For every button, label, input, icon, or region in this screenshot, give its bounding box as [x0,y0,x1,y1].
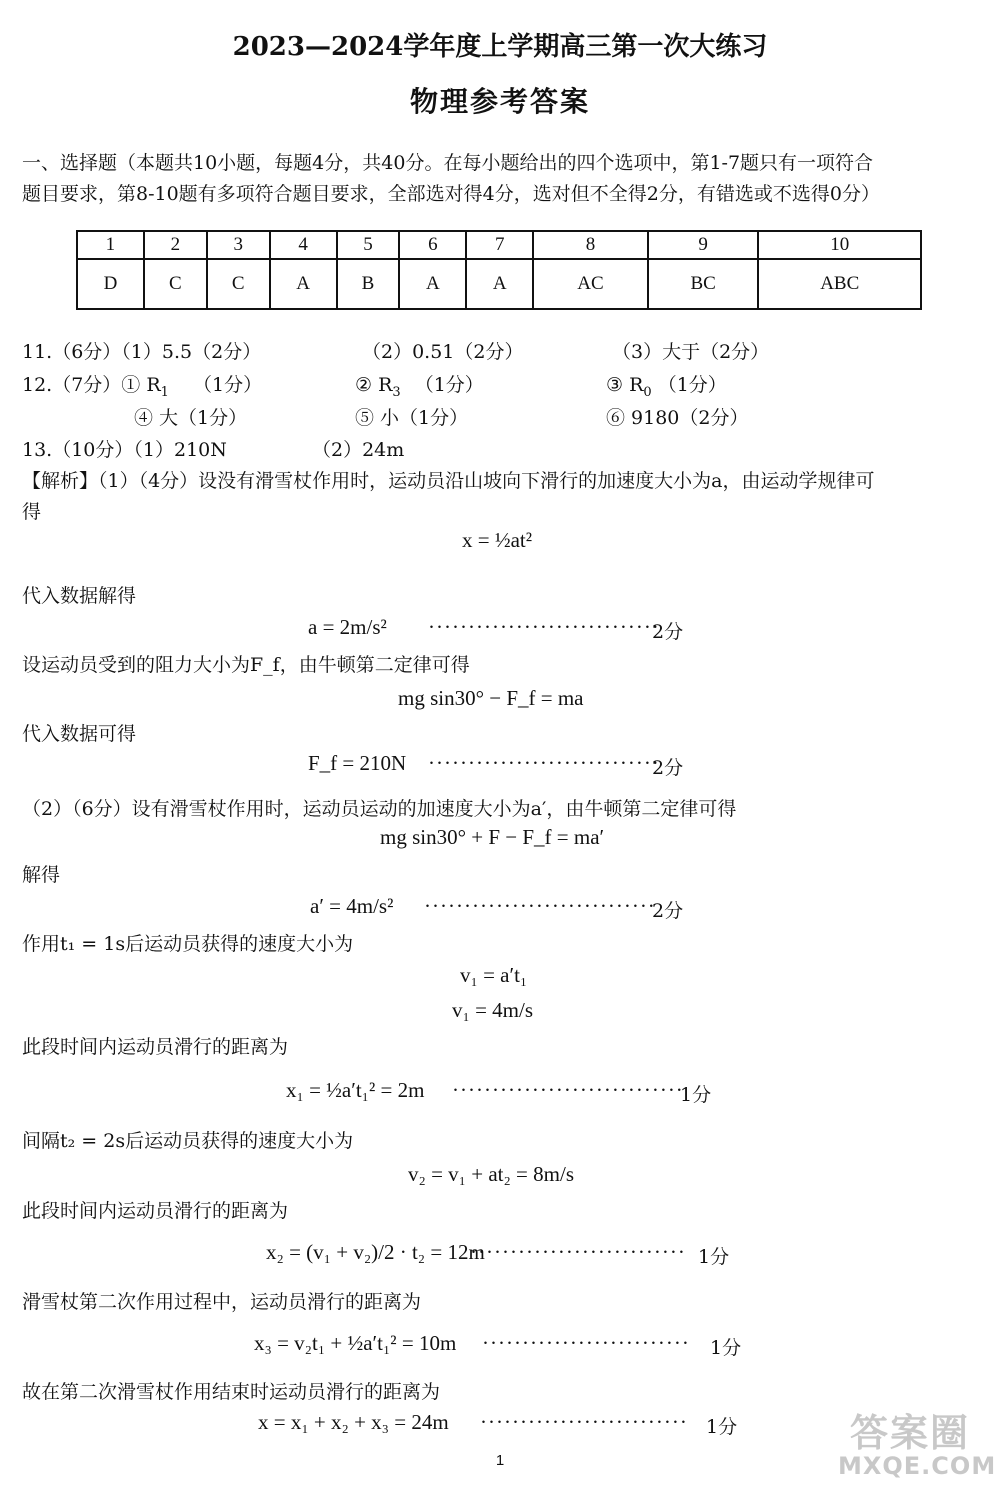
part2-line: （2）（6分）设有滑雪杖作用时，运动员运动的加速度大小为a′，由牛顿第二定律可得 [22,798,737,820]
equation-v2: v₂ = v₁ + at₂ = 8m/s [408,1162,574,1186]
q12-item3-label: ③ R [606,374,644,396]
text-solve: 解得 [22,864,61,886]
table-cell: 4 [270,231,337,259]
dot-leader: ····························· [424,894,656,918]
watermark-line2: MXQE.COM [838,1452,997,1480]
table-cell: 6 [399,231,466,259]
document-subtitle: 物理参考答案 [409,85,590,118]
text-second-action: 滑雪杖第二次作用过程中，运动员滑行的距离为 [22,1291,422,1313]
table-cell: BC [648,259,759,309]
equation-x3: x₃ = v₂t₁ + ½a′t₁² = 10m [254,1331,457,1355]
score-2pts: 2分 [652,621,684,643]
score-2pts: 2分 [652,757,684,779]
equation-x1: x₁ = ½a′t₁² = 2m [286,1078,425,1102]
q12-item5: ⑤ 小（1分） [355,407,469,429]
dot-leader: ·························· [482,1331,690,1355]
q12-item1-subscript: 1 [160,384,169,400]
dot-leader: ····························· [428,751,660,775]
document-title: 2023—2024学年度上学期高三第一次大练习 [232,32,768,62]
table-cell: 9 [648,231,759,259]
dot-leader: ··························· [470,1240,686,1264]
equation-acceleration: a = 2m/s² [308,615,387,639]
table-cell: 5 [337,231,400,259]
equation-x2: x₂ = (v₁ + v₂)/2 · t₂ = 12m [266,1240,485,1264]
page-number: 1 [495,1452,505,1469]
q12-item1-label: 12.（7分）① R [22,374,161,396]
equation-acceleration-prime: a′ = 4m/s² [310,894,394,918]
dot-leader: ····························· [452,1078,684,1102]
analysis-line1: 【解析】（1）（4分）设没有滑雪杖作用时，运动员沿山坡向下滑行的加速度大小为a，由运动学规律可 [22,470,875,492]
q12-item1 [22,370,262,400]
q12-item6: ⑥ 9180（2分） [606,407,749,429]
score-1pt: 1分 [680,1084,712,1106]
q12-item3-score: （1分） [657,374,727,396]
q12-item3-subscript: 0 [643,384,652,400]
text-distance-2: 此段时间内运动员滑行的距离为 [22,1200,289,1222]
watermark-logo [838,1398,997,1484]
text-substitute-solve: 代入数据解得 [22,585,137,607]
score-1pt: 1分 [710,1337,742,1359]
text-distance-1: 此段时间内运动员滑行的距离为 [22,1036,289,1058]
equation-displacement: x = ½at² [462,528,533,552]
table-cell: B [337,259,400,309]
q12-item4: ④ 大（1分） [134,407,248,429]
table-cell: 2 [144,231,207,259]
equation-newton-2: mg sin30° + F − F_f = ma′ [380,825,605,849]
table-cell: 3 [207,231,270,259]
table-cell: ABC [758,259,921,309]
q13-part2: （2）24m [312,439,405,461]
table-row-answers [77,259,921,309]
section1-instructions-line2: 题目要求，第8-10题有多项符合题目要求，全部选对得4分，选对但不全得2分，有错选或不选得0分） [22,183,880,205]
equation-resistance-value: F_f = 210N [308,751,407,775]
q11-part2: （2）0.51（2分） [362,341,524,363]
text-final: 故在第二次滑雪杖作用结束时运动员滑行的距离为 [22,1381,441,1403]
table-cell: 7 [466,231,533,259]
equation-x-total: x = x₁ + x₂ + x₃ = 24m [258,1410,449,1434]
dot-leader: ·························· [480,1410,688,1434]
text-after-t1: 作用t₁ = 1s后运动员获得的速度大小为 [22,933,354,955]
q12-item1-score: （1分） [192,374,263,396]
table-cell: D [77,259,144,309]
table-cell: AC [533,259,648,309]
equation-v1-value: v₁ = 4m/s [452,998,534,1022]
multiple-choice-answer-table [76,230,922,310]
q12-item2-score: （1分） [414,374,484,396]
q12-item3 [606,370,727,400]
table-cell: A [399,259,466,309]
equation-newton-1: mg sin30° − F_f = ma [398,686,584,710]
analysis-line2: 得 [22,501,42,523]
equation-v1: v₁ = a′t₁ [460,963,528,987]
text-substitute-get: 代入数据可得 [22,723,137,745]
score-2pts: 2分 [652,900,684,922]
q11-part1: 11.（6分）（1）5.5（2分） [22,341,262,363]
table-cell: C [144,259,207,309]
table-row-question-numbers [77,231,921,259]
table-cell: C [207,259,270,309]
table-cell: 10 [758,231,921,259]
score-1pt: 1分 [698,1246,730,1268]
table-cell: 1 [77,231,144,259]
watermark-line1: 答案圈 [850,1411,971,1455]
dot-leader: ····························· [428,615,660,639]
table-cell: 8 [533,231,648,259]
q13-part1: 13.（10分）（1）210N [22,439,227,461]
q12-item2 [355,370,484,400]
table-cell: A [270,259,337,309]
text-resistance: 设运动员受到的阻力大小为F_f，由牛顿第二定律可得 [22,654,470,676]
score-1pt: 1分 [706,1416,738,1438]
table-cell: A [466,259,533,309]
section1-instructions-line1: 一、选择题（本题共10小题，每题4分，共40分。在每小题给出的四个选项中，第1-7题只有一项符合 [22,152,874,174]
text-after-t2: 间隔t₂ = 2s后运动员获得的速度大小为 [22,1130,354,1152]
q11-part3: （3）大于（2分） [612,341,770,363]
q12-item2-subscript: 3 [392,384,401,400]
q12-item2-label: ② R [355,374,393,396]
